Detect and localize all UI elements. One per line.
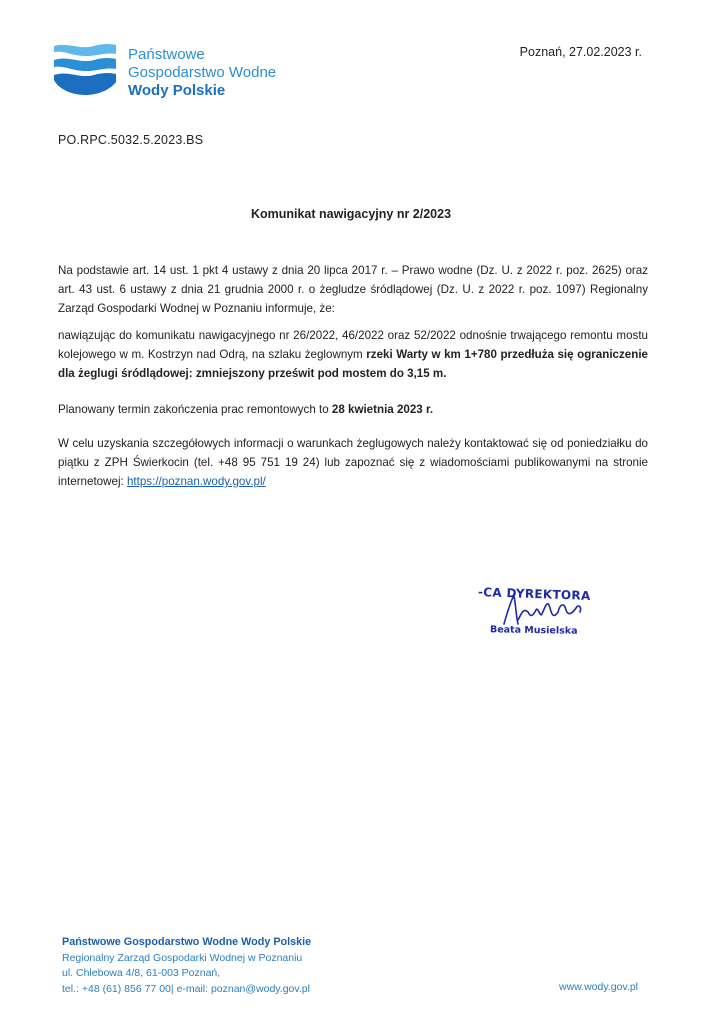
waves-logo-icon: [52, 42, 118, 96]
notice-bold-text: rzeki Warty w km 1+780 przedłuża się ograniczenie dla żeglugi śródlądowej: zmniejszony prześwit pod mostem do 3,15 m.: [58, 348, 648, 380]
document-title: Komunikat nawigacyjny nr 2/2023: [250, 207, 452, 221]
reference-number: PO.RPC.5032.5.2023.BS: [58, 133, 204, 147]
logo-line-1: Państwowe: [128, 46, 205, 63]
footer-office-name: Regionalny Zarząd Gospodarki Wodnej w Poznaniu: [62, 951, 303, 964]
website-link[interactable]: https://poznan.wody.gov.pl/: [126, 475, 266, 488]
signature-stamp: [470, 582, 610, 642]
paragraph-completion-date: [58, 400, 648, 419]
footer-website: www.wody.gov.pl: [559, 981, 638, 993]
paragraph-contact: [58, 434, 648, 491]
footer-org-name: Państwowe Gospodarstwo Wodne Wody Polskie: [62, 936, 312, 948]
contact-text: W celu uzyskania szczegółowych informacji o warunkach żeglugowych należy kontaktować się od poniedziałku do piątku z ZPH Świerkocin (tel. +48 95 751 19 24) lub zapoznać się z wiadomościami publikowanymi na stronie internetowej:: [58, 437, 648, 488]
logo-line-3: Wody Polskie: [128, 82, 226, 99]
paragraph-notice: [58, 326, 648, 383]
signatory-name: Beata Musielska: [489, 624, 578, 637]
signature-title: -CA DYREKTORA: [477, 585, 591, 603]
place-date: Poznań, 27.02.2023 r.: [519, 45, 642, 59]
completion-date: 28 kwietnia 2023 r.: [331, 403, 434, 416]
notice-text: nawiązując do komunikatu nawigacyjnego nr 26/2022, 46/2022 oraz 52/2022 odnośnie trwającego remontu mostu kolejowego w m. Kostrzyn nad Odrą, na szlaku żeglownym: [58, 329, 648, 361]
completion-text: Planowany termin zakończenia prac remontowych to: [58, 403, 332, 416]
footer-address: [62, 935, 311, 997]
footer-contact: tel.: +48 (61) 856 77 00| e-mail: poznan@wody.gov.pl: [62, 982, 310, 995]
organization-logo-text: [128, 46, 276, 100]
footer-street: ul. Chlebowa 4/8, 61-003 Poznań,: [62, 967, 221, 979]
paragraph-legal-basis: Na podstawie art. 14 ust. 1 pkt 4 ustawy z dnia 20 lipca 2017 r. – Prawo wodne (Dz. U. z 2022 r. poz. 2625) oraz art. 43 ust. 6 ustawy z dnia 21 grudnia 2000 r. o żegludze śródlądowej (Dz. U. z 2022 r. poz. 1097) Regionalny Zarząd Gospodarki Wodnej w Poznaniu informuje, że:: [58, 264, 648, 315]
logo-line-2: Gospodarstwo Wodne: [128, 64, 277, 81]
